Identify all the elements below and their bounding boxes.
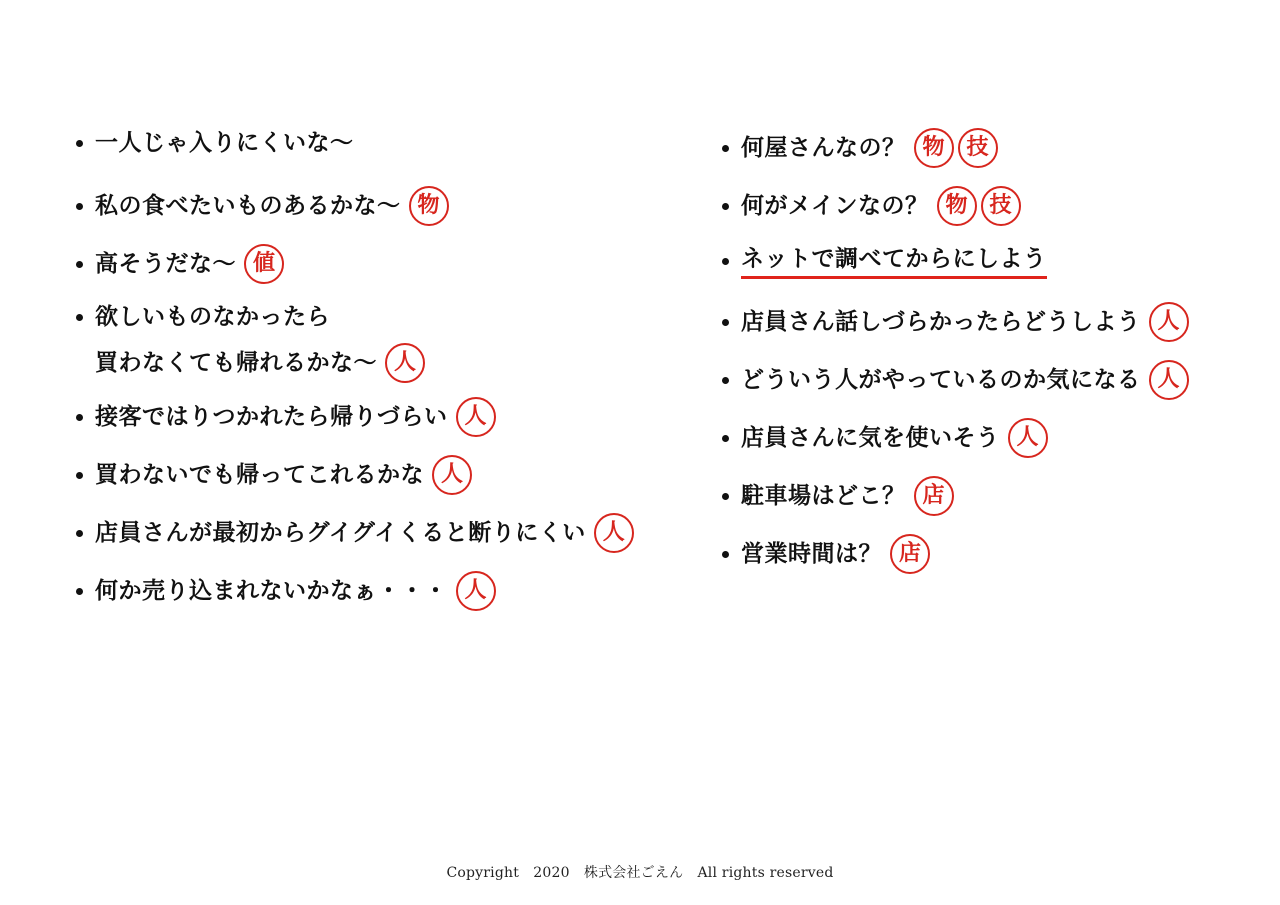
- category-tag: 技: [958, 128, 998, 168]
- item-text: 高そうだな〜: [95, 251, 236, 277]
- category-tag: 店: [890, 534, 930, 574]
- list-item: [722, 418, 1048, 458]
- category-tag: 値: [244, 244, 284, 284]
- category-tag: 人: [456, 397, 496, 437]
- item-text: 何がメインなの？: [741, 193, 929, 219]
- category-tag: 人: [594, 513, 634, 553]
- category-tag: 技: [981, 186, 1021, 226]
- item-text-line2: 買わなくても帰れるかな〜: [95, 350, 377, 376]
- item-text: 店員さんが最初からグイグイくると断りにくい: [95, 520, 586, 546]
- bullet: [722, 319, 729, 326]
- bullet: [722, 551, 729, 558]
- bullet: [722, 203, 729, 210]
- item-text: 私の食べたいものあるかな〜: [95, 193, 401, 219]
- category-tag: 人: [1008, 418, 1048, 458]
- list-item: [722, 476, 954, 516]
- item-text: 何屋さんなの？: [741, 135, 906, 161]
- category-tag: 物: [409, 186, 449, 226]
- item-text: どういう人がやっているのか気になる: [741, 367, 1141, 393]
- bullet: [722, 377, 729, 384]
- category-tag: 物: [914, 128, 954, 168]
- copyright-footer: Copyright 2020 株式会社ごえん All rights reserved: [446, 865, 834, 881]
- item-text: 店員さん話しづらかったらどうしよう: [741, 309, 1141, 335]
- item-text: 買わないでも帰ってこれるかな: [95, 462, 424, 488]
- item-text: 接客ではりつかれたら帰りづらい: [95, 404, 448, 430]
- category-tag: 人: [432, 455, 472, 495]
- category-tag: 店: [914, 476, 954, 516]
- list-item: [722, 360, 1189, 400]
- category-tag: 物: [937, 186, 977, 226]
- item-text: 一人じゃ入りにくいな〜: [95, 130, 354, 156]
- list-item: [722, 128, 998, 168]
- item-text: 駐車場はどこ？: [741, 483, 906, 509]
- list-item: [722, 186, 1021, 226]
- item-text: 店員さんに気を使いそう: [741, 425, 1000, 451]
- item-text-line1: 欲しいものなかったら: [95, 304, 330, 330]
- item-text: 何か売り込まれないかなぁ・・・: [95, 578, 448, 604]
- item-text-underlined: ネットで調べてからにしよう: [741, 244, 1047, 279]
- bullet: [722, 493, 729, 500]
- list-item: [722, 244, 1047, 279]
- bullet: [722, 145, 729, 152]
- bullet: [722, 258, 729, 265]
- list-item: [722, 534, 930, 574]
- item-text: 営業時間は？: [741, 541, 882, 567]
- category-tag: 人: [456, 571, 496, 611]
- category-tag: 人: [385, 343, 425, 383]
- category-tag: 人: [1149, 302, 1189, 342]
- bullet: [722, 435, 729, 442]
- list-item: [722, 302, 1189, 342]
- category-tag: 人: [1149, 360, 1189, 400]
